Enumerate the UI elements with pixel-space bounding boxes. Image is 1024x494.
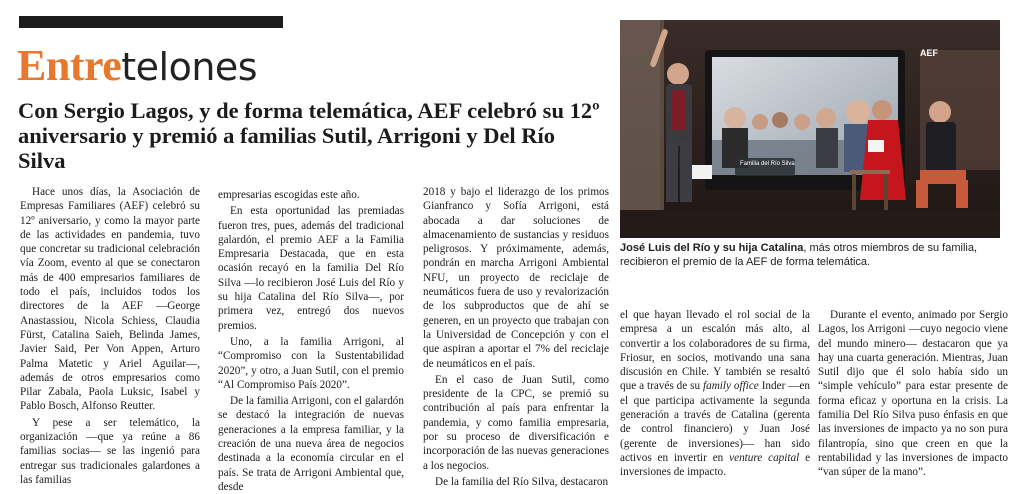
section-bar bbox=[19, 16, 283, 28]
screen-label: Familia del Río Silva bbox=[740, 161, 795, 167]
section-title-rest: telones bbox=[121, 45, 258, 89]
caption-names: José Luis del Río y su hija Catalina bbox=[620, 242, 804, 254]
paragraph: 2018 y bajo el liderazgo de los primos Gianfranco y Sofía Arrigoni, está abocada a dar soluciones de almacenamiento de sustancias y residuos peligrosos. Y próximamente, además, pondrán en marcha Arrigoni Ambiental NFU, un proyecto de reciclaje de neumáticos fuera de uso y revalorización de los subproductos que de ahí se generen, en un proyecto que trabajan con la Universidad de Concepción y con el que aspiran a aportar el 7% del reciclaje de neumáticos en el país. bbox=[423, 186, 609, 370]
paragraph: Y pese a ser telemático, la organización —que ya reúne a 86 familias socias— se las ingenió para entregar sus tradicionales galardones a las familias bbox=[20, 416, 200, 486]
article-column-5 bbox=[818, 308, 1008, 480]
paragraph: De la familia Arrigoni, con el galardón se destacó la integración de nuevas generaciones a la empresa familiar, y la creación de una nueva área de negocios destinada a la economía circular en el país. Se trata de Arrigoni Ambiental que, desde bbox=[218, 395, 404, 493]
article-column-1 bbox=[20, 185, 200, 487]
paragraph bbox=[620, 308, 810, 480]
section-title-accent: Entre bbox=[17, 41, 122, 90]
section-title bbox=[17, 42, 257, 91]
text-run: el que hayan llevado el rol social de la empresa a un escalón más alto, al convertir a los colaboradores de su firma, Friosur, en socios, motivando una sana discusión en Chile. Y también se resaltó que a través de su bbox=[620, 309, 810, 393]
italic-term: venture capital bbox=[729, 451, 800, 464]
article-column-2 bbox=[218, 188, 404, 494]
paragraph: empresarias escogidas este año. bbox=[218, 189, 360, 201]
paragraph: Hace unos días, la Asociación de Empresas Familiares (AEF) celebró su 12º aniversario, y como la mayor parte de las actividades en pandemia, tuvo que concretar su tradicional celebración vía Zoom, evento al que se conectaron más de 400 empresarios familiares de todo el país, incluidos todos los directores de la AEF —George Anastassiou, Nicola Schiess, Claudia Fürst, Catalina Saieh, Belinda James, Javier Said, Per Von Appen, Arturo Palma Matetic y Ariel Aguilar—, además de otros empresarios como Pilar Zabala, Paola Luksic, Isabel y Pablo Bosch, Alfonso Reutter. bbox=[20, 186, 200, 413]
paragraph: De la familia del Río Silva, destacaron bbox=[435, 475, 609, 488]
caption-text: , más otros miembros de su familia, recibieron el premio de la AEF de forma telemática. bbox=[620, 242, 978, 268]
paragraph: En el caso de Juan Sutil, como presidente de la CPC, se premió su contribución al país para enfrentar la pandemia, y como familia empresaria, por su proceso de diversificación e incorporación de las nuevas generaciones a los negocios. bbox=[423, 373, 609, 472]
paragraph: Durante el evento, animado por Sergio Lagos, los Arrigoni —cuyo negocio viene del mundo minero— destacaron que ya hay una cuarta generación. Mientras, Juan Sutil dijo que él solo había sido un “simple vehículo” para estar presente de forma eficaz y oportuna en la crisis. La familia Del Río Silva puso énfasis en que las inversiones de impacto ya no son pura filantropía, sino que creen en que la rentabilidad y las inversiones de impacto “van súper de la mano”. bbox=[818, 309, 1008, 479]
photo-caption bbox=[620, 242, 1005, 269]
paragraph: Uno, a la familia Arrigoni, al “Compromiso con la Sustentabilidad 2020”, y otro, a Juan Sutil, con el premio “Al Compromiso País 2020”. bbox=[218, 335, 404, 391]
paragraph: En esta oportunidad las premiadas fueron tres, pues, además del tradicional galardón, el premio AEF a la Familia Empresaria Destacada, que en esta ocasión recayó en la familia Del Río Silva —lo recibieron José Luis del Río y su hija Catalina del Río Silva—, por primera vez, entregó dos nuevos premios. bbox=[218, 205, 404, 332]
italic-term: family office bbox=[703, 380, 759, 393]
article-column-3 bbox=[423, 185, 609, 489]
event-photo bbox=[620, 20, 1000, 238]
article-column-4 bbox=[620, 308, 810, 480]
text-run: e inversiones de impacto. bbox=[620, 451, 811, 479]
aef-logo: AEF bbox=[920, 48, 938, 58]
headline: Con Sergio Lagos, y de forma telemática, AEF celebró su 12º aniversario y premió a familias Sutil, Arrigoni y Del Río Silva bbox=[18, 98, 600, 173]
text-run: Inder —en el que participa activamente la segunda generación a través de Catalina (gerenta de control financiero) y Juan José (gerente de inversiones)— han sido activos en invertir en bbox=[620, 380, 810, 464]
